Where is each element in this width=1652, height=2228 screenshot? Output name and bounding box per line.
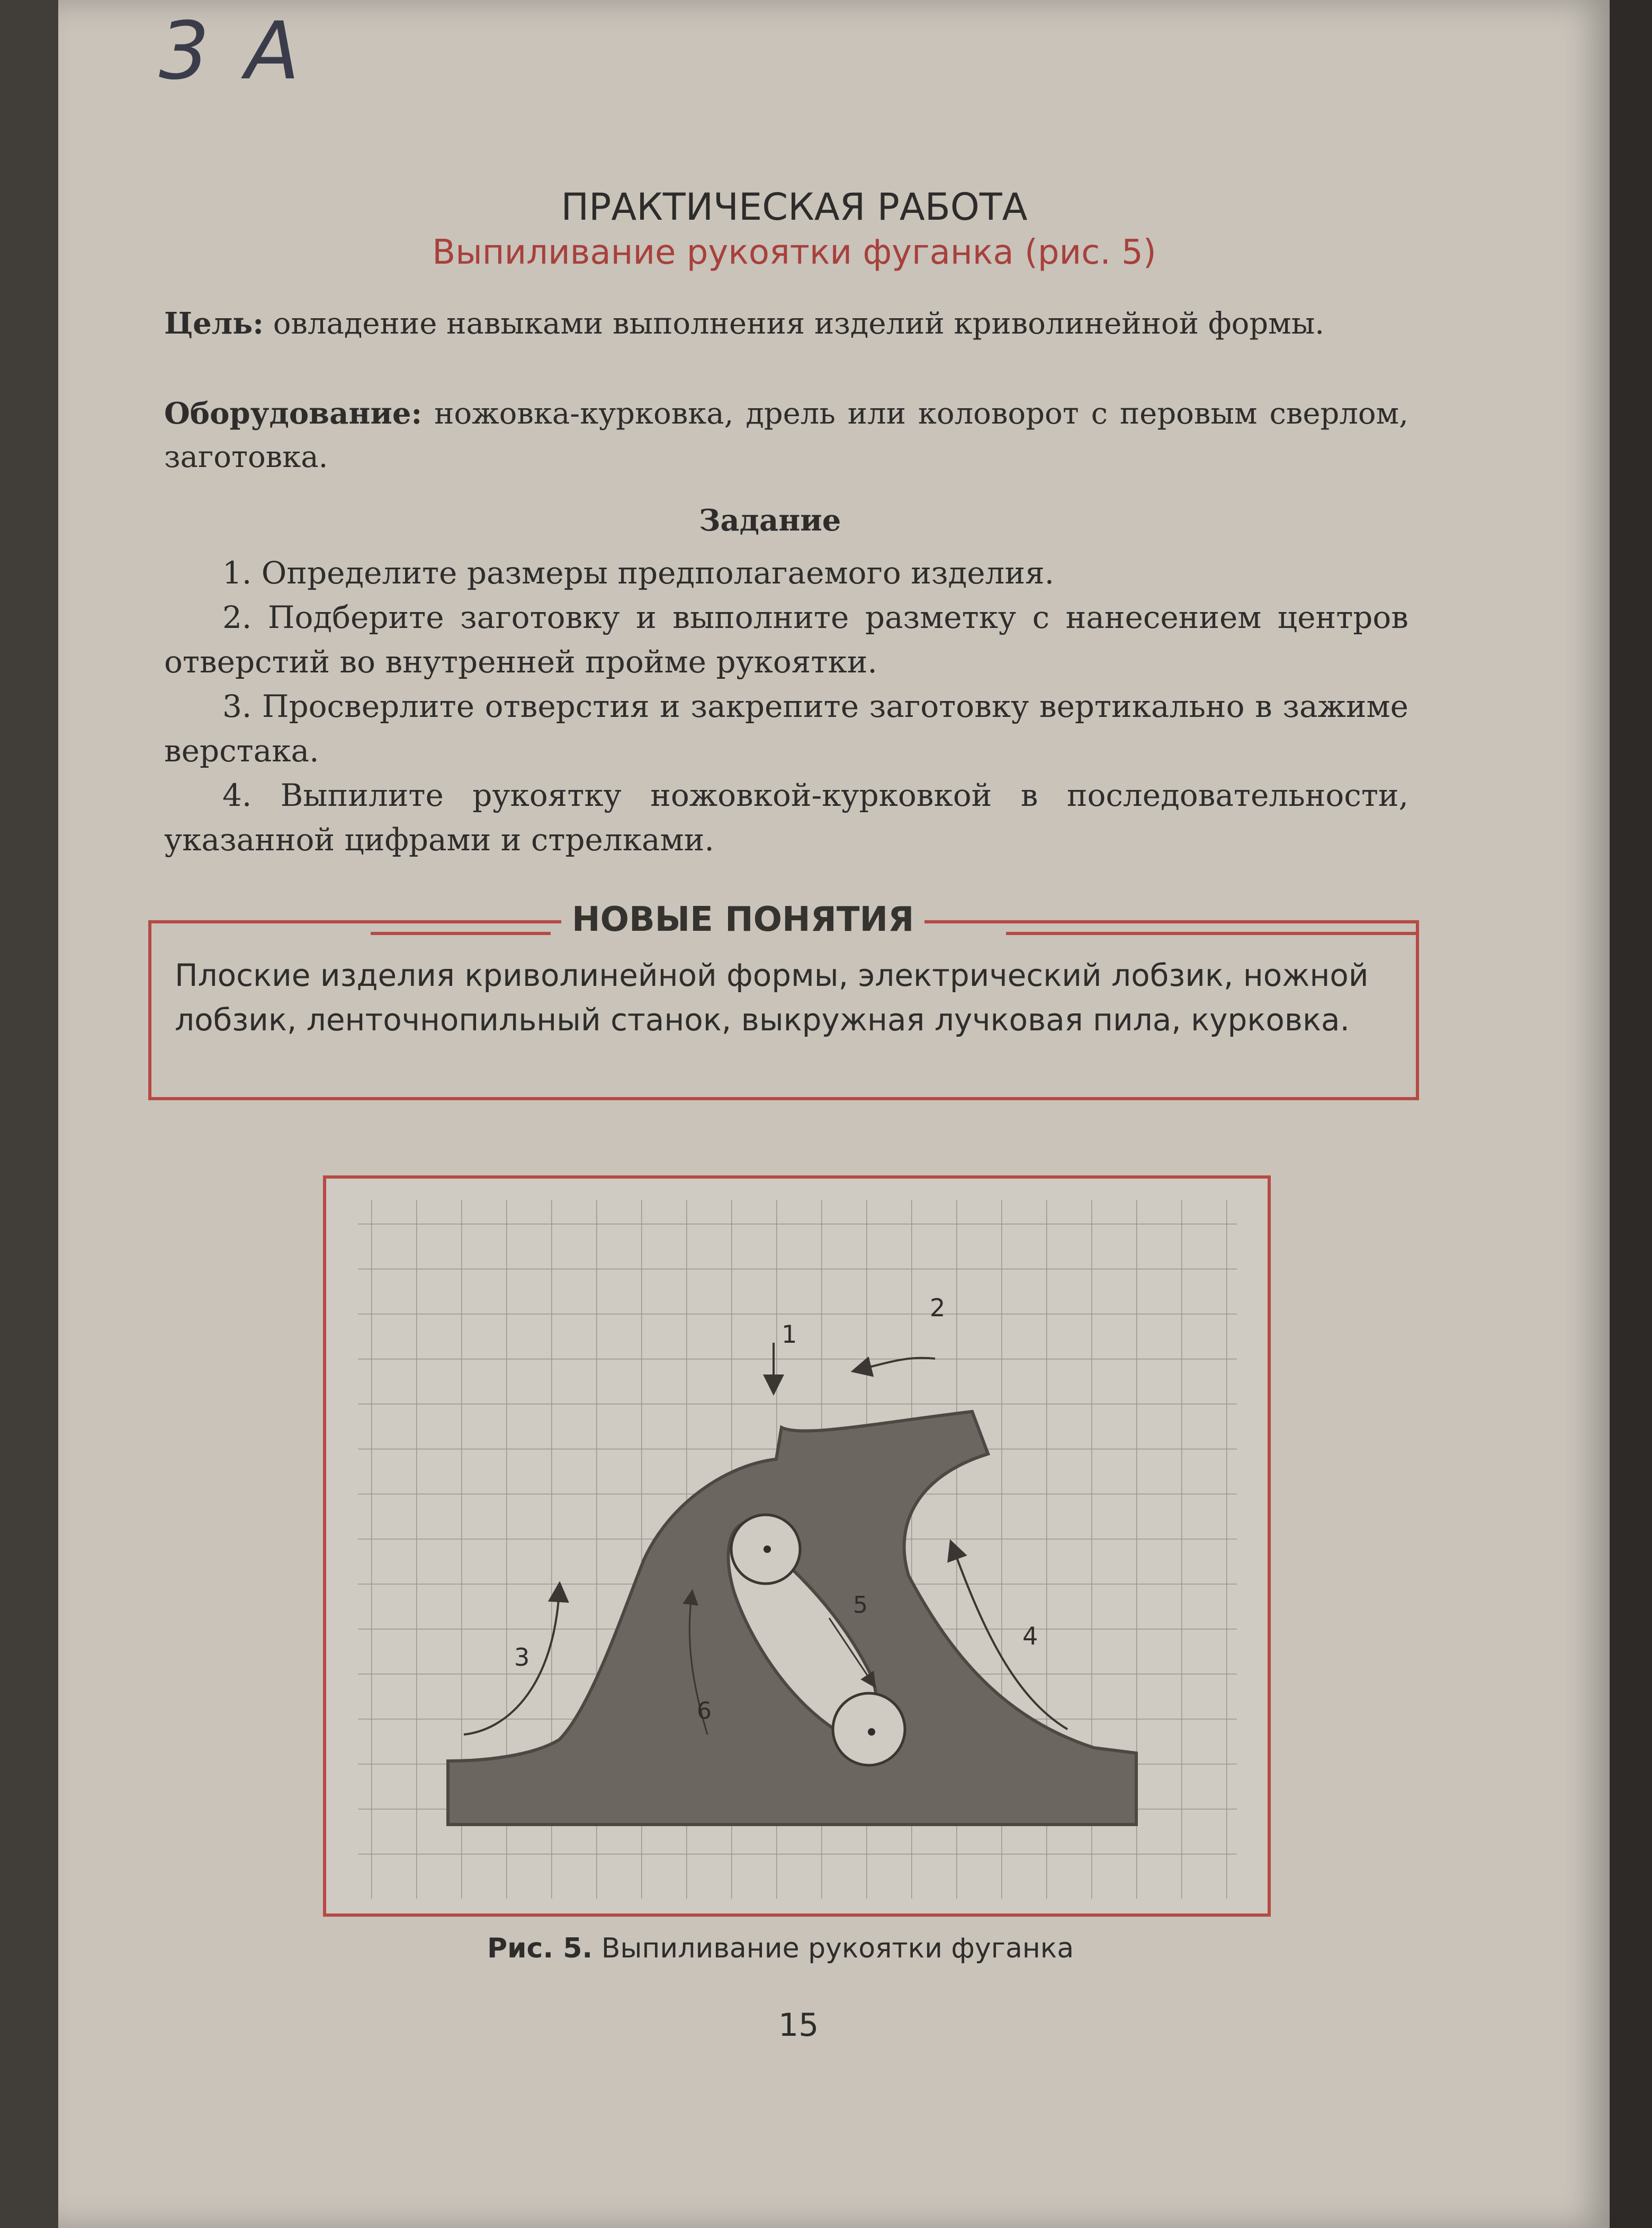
page-subheading: Выпиливание рукоятки фуганка (рис. 5)	[432, 233, 1156, 272]
goal-text: овладение навыками выполнения изделий криволинейной формы.	[273, 307, 1325, 341]
page-number: 15	[778, 2007, 819, 2044]
task-item-3: 3. Просверлите отверстия и закрепите заготовку вертикально в зажиме верстака.	[164, 688, 1408, 769]
drill-hole-lower-center	[868, 1728, 875, 1736]
equipment-paragraph	[164, 392, 1408, 479]
drill-hole-lower	[833, 1693, 905, 1765]
drill-hole-upper-center	[764, 1546, 771, 1553]
label-3: 3	[514, 1643, 530, 1672]
handle-figure	[326, 1179, 1268, 1913]
task-item-4: 4. Выпилите рукоятку ножовкой-курковкой в последовательности, указанной цифрами и стрелками.	[164, 777, 1408, 858]
page-edge	[0, 0, 58, 2228]
label-4: 4	[1022, 1622, 1038, 1650]
task-item-1: 1. Определите размеры предполагаемого изделия.	[222, 555, 1055, 591]
page-heading: ПРАКТИЧЕСКАЯ РАБОТА	[561, 185, 1028, 229]
task-title: Задание	[699, 503, 841, 538]
handwritten-note: 3 А	[159, 5, 305, 97]
equipment-label: Оборудование:	[164, 396, 423, 431]
label-5: 5	[853, 1592, 868, 1619]
concepts-arrow-right	[1006, 932, 1419, 935]
label-2: 2	[930, 1293, 946, 1322]
concepts-arrow-left	[371, 932, 551, 935]
label-1: 1	[782, 1320, 797, 1349]
goal-label: Цель:	[164, 306, 264, 341]
caption-text: Выпиливание рукоятки фуганка	[601, 1933, 1074, 1964]
background-right	[1610, 0, 1652, 2228]
label-6: 6	[697, 1697, 712, 1724]
goal-paragraph	[164, 302, 1408, 346]
task-item-2: 2. Подберите заготовку и выполните разметку с нанесением центров отверстий во внутренней пройме рукоятки.	[164, 599, 1408, 680]
caption-label: Рис. 5.	[487, 1933, 593, 1964]
concepts-title: НОВЫЕ ПОНЯТИЯ	[561, 900, 924, 939]
figure-caption	[487, 1933, 1074, 1964]
concepts-text: Плоские изделия криволинейной формы, электрический лобзик, ножной лобзик, ленточнопильный станок, выкружная лучковая пила, курковка.	[175, 957, 1369, 1038]
equipment-text: ножовка-курковка, дрель или коловорот с перовым сверлом, заготовка.	[164, 397, 1408, 474]
